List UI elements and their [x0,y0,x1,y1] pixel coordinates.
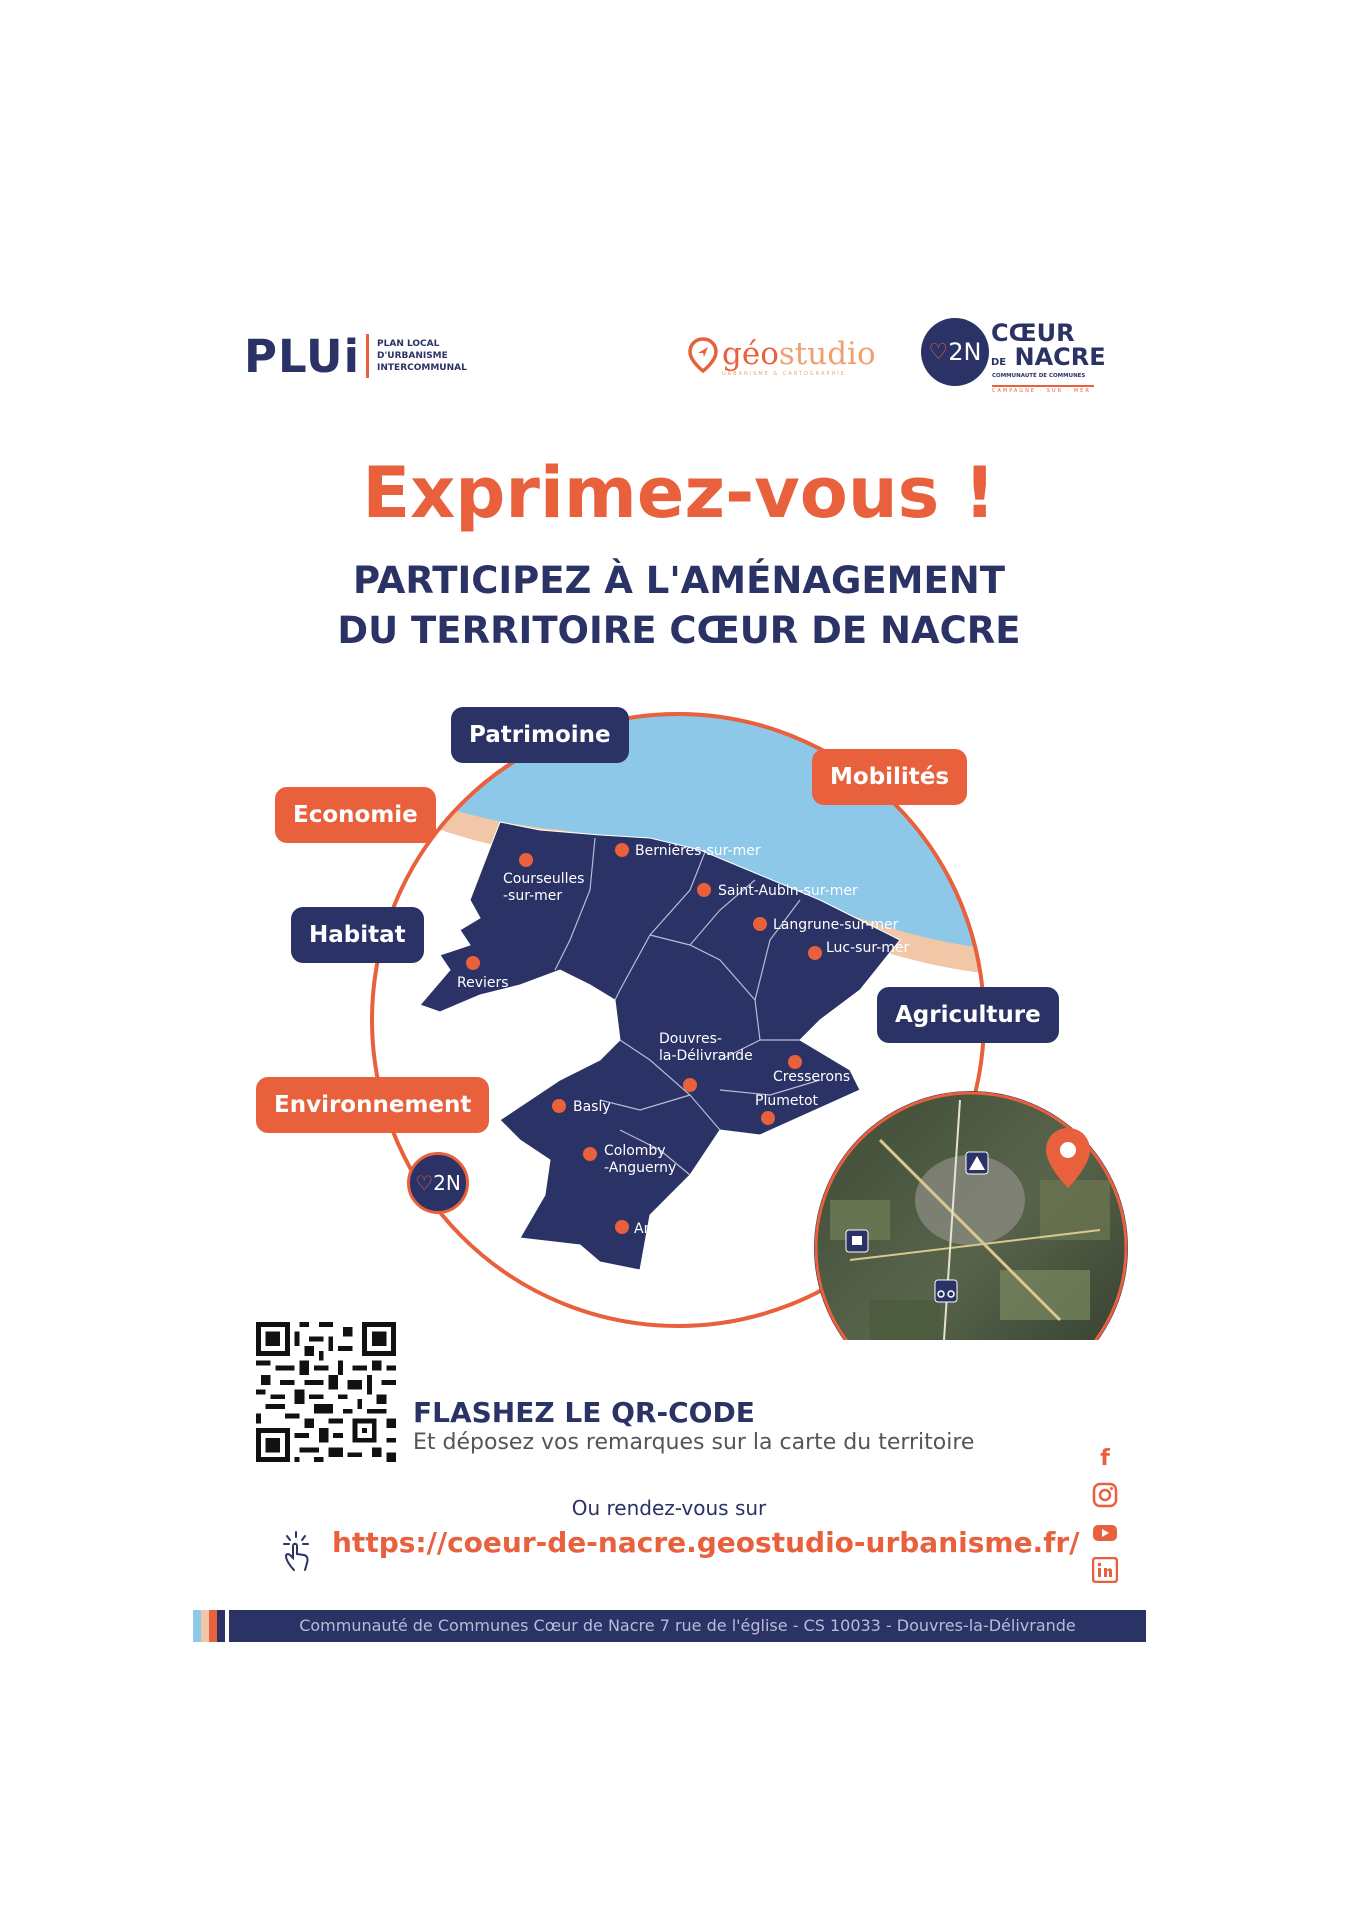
plui-subtitle-line: D'URBANISME [377,351,448,361]
cta-subtitle: Et déposez vos remarques sur la carte du territoire [413,1430,975,1455]
town-label-basly: Basly [573,1099,611,1115]
territory-map [0,690,1358,1340]
linkedin-icon[interactable] [1092,1557,1118,1583]
footer-stripe [193,1610,201,1642]
plui-subtitle-line: PLAN LOCAL [377,339,440,349]
town-marker [761,1111,775,1125]
c2n-badge-text: 2N [948,338,982,366]
town-marker [683,1078,697,1092]
coeur-de-nacre-title [991,321,1106,375]
plui-logo-subtitle [377,338,467,374]
plui-logo-divider [366,334,369,378]
footer-stripe [201,1610,209,1642]
town-marker [552,1099,566,1113]
facebook-icon[interactable]: f [1100,1445,1110,1471]
qr-code[interactable] [256,1322,396,1462]
geostudio-tagline: URBANISME & CARTOGRAPHIE [722,371,846,377]
subheadline-line: DU TERRITOIRE CŒUR DE NACRE [337,609,1021,652]
cdn-place: CAMPAGNE · SUR · MER [992,385,1094,394]
geostudio-name-main: géo [722,336,779,372]
town-marker [583,1147,597,1161]
cta-or-text: Ou rendez-vous sur [571,1496,767,1520]
cdn-title-line1: CŒUR [991,319,1075,347]
town-label-langrune: Langrune-sur-mer [773,917,899,933]
town-marker [615,843,629,857]
town-label-saint-aubin: Saint-Aubin-sur-mer [718,883,858,899]
cta-title: FLASHEZ LE QR-CODE [413,1396,755,1429]
town-label-reviers: Reviers [457,975,509,991]
headline: Exprimez-vous ! [362,452,996,534]
town-label-plumetot: Plumetot [755,1093,818,1109]
town-marker [697,883,711,897]
geostudio-name-alt: studio [778,336,876,372]
c2n-map-badge [407,1152,469,1214]
footer-color-stripes [193,1610,225,1642]
c2n-badge [921,318,989,386]
town-marker [788,1055,802,1069]
town-label-anisy: Anisy [634,1221,672,1237]
town-marker [808,946,822,960]
youtube-icon[interactable] [1092,1520,1118,1546]
town-label-luc: Luc-sur-mer [826,940,910,956]
cdn-title-de: DE [991,357,1007,368]
town-marker [466,956,480,970]
town-label-courseulles: Courseulles -sur-mer [503,871,585,904]
heart-icon: ♡ [415,1171,434,1195]
theme-economie[interactable]: Economie [275,787,436,843]
town-label-cresserons: Cresserons [773,1069,851,1085]
website-link[interactable]: https://coeur-de-nacre.geostudio-urbanisme.fr/ [332,1526,1080,1559]
plui-subtitle-line: INTERCOMMUNAL [377,363,467,373]
footer-stripe [209,1610,217,1642]
town-marker [753,917,767,931]
geostudio-name [722,337,876,371]
town-label-colomby: Colomby -Anguerny [604,1143,677,1176]
instagram-icon[interactable] [1092,1482,1118,1508]
satellite-inset [810,1090,1130,1340]
plui-logo [244,329,467,383]
theme-patrimoine[interactable]: Patrimoine [451,707,629,763]
geostudio-logo [688,337,876,377]
c2n-map-badge-text: 2N [433,1171,461,1195]
heart-icon: ♡ [928,339,949,365]
theme-habitat[interactable]: Habitat [291,907,424,963]
plui-logo-name: PLUi [244,329,361,383]
town-marker [615,1220,629,1234]
town-marker [519,853,533,867]
footer-address: Communauté de Communes Cœur de Nacre 7 rue de l'église - CS 10033 - Douvres-la-Délivrande [229,1610,1146,1642]
tap-finger-icon [280,1530,314,1572]
theme-mobilites[interactable]: Mobilités [812,749,967,805]
town-label-bernieres: Bernières-sur-mer [635,843,761,859]
subheadline [0,556,1358,656]
theme-agriculture[interactable]: Agriculture [877,987,1059,1043]
theme-environnement[interactable]: Environnement [256,1077,489,1133]
subheadline-line: PARTICIPEZ À L'AMÉNAGEMENT [353,559,1005,602]
location-pin-icon [688,337,718,373]
town-label-douvres: Douvres- la-Délivrande [659,1031,753,1064]
bike-marker-icon [935,1280,957,1302]
footer-stripe [217,1610,225,1642]
cdn-title-line2: NACRE [1014,343,1106,371]
cdn-caption: COMMUNAUTÉ DE COMMUNES [992,373,1086,379]
